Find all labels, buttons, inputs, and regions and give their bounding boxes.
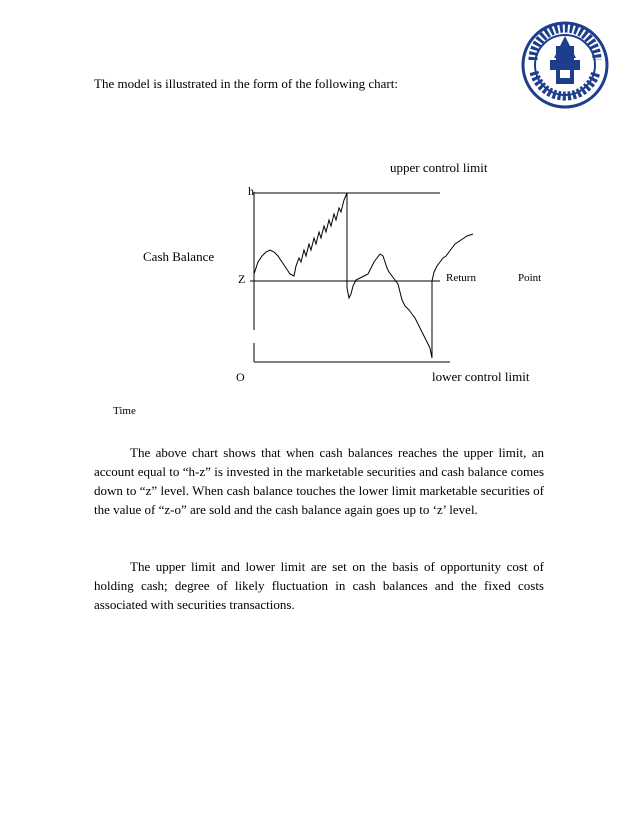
cash-balance-line-2 <box>347 254 432 358</box>
cash-balance-label: Cash Balance <box>143 249 215 264</box>
cash-balance-line <box>254 193 347 276</box>
o-label: O <box>236 370 245 384</box>
paragraph-2 <box>94 557 544 614</box>
paragraph-1-text: The above chart shows that when cash balances reaches the upper limit, an account equal to “h-z” is invested in the marketable securities and cash balance comes down to “z” level. When cash balance touches the lower limit marketable securities of the value of “z-o” are sold and the cash balance again goes up to ‘z’ level. <box>94 445 544 517</box>
z-label: Z <box>238 272 246 286</box>
point-label: Point <box>518 272 542 284</box>
h-label: h <box>248 184 254 198</box>
return-label: Return <box>446 272 476 284</box>
time-label: Time <box>113 405 136 417</box>
upper-control-limit-label: upper control limit <box>390 160 488 175</box>
paragraph-2-text: The upper limit and lower limit are set on the basis of opportunity cost of holding cash; degree of likely fluctuation in cash balances and the fixed costs associated with securities transactions. <box>94 559 544 612</box>
intro-text: The model is illustrated in the form of the following chart: <box>94 76 398 91</box>
lower-control-limit-label: lower control limit <box>432 369 530 384</box>
paragraph-1 <box>94 443 544 519</box>
